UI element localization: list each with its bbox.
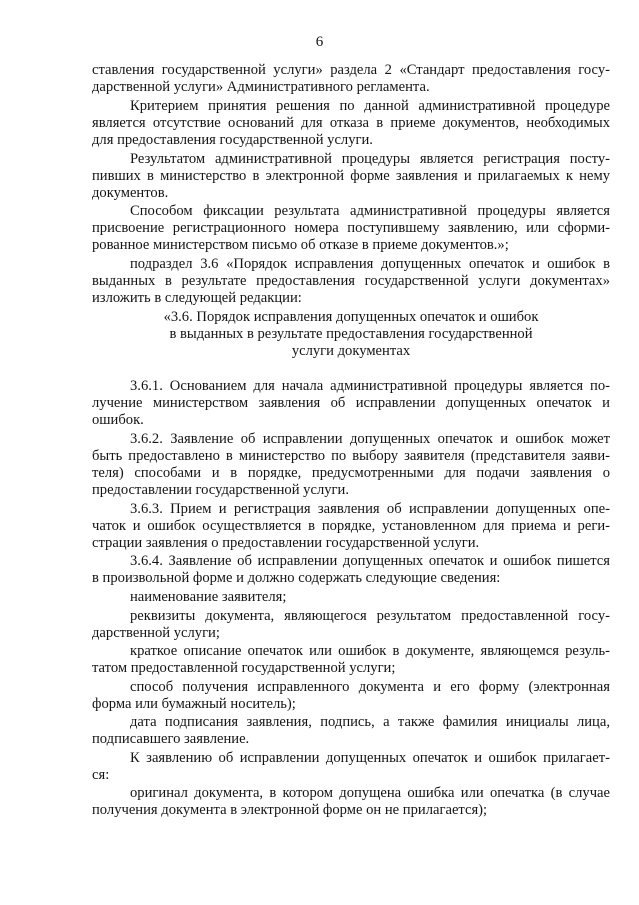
text-line: форма или бумажный носитель); [92, 696, 296, 712]
list-item: способ получения исправленного документа и его форму (электронная [130, 679, 610, 695]
text-line: пивших в министерство в электронной форме заявления и прилагаемых к нему [92, 168, 610, 184]
list-item: краткое описание опечаток или ошибок в документе, являющемся резуль- [130, 643, 610, 659]
page-number: 6 [315, 34, 324, 50]
text-line: подраздел 3.6 «Порядок исправления допущенных опечаток и ошибок в [130, 256, 610, 272]
text-line: страции заявления о предоставлении государственной услуги. [92, 535, 480, 551]
text-line: подписавшего заявление. [92, 731, 250, 747]
text-line: дарственной услуги; [92, 625, 220, 641]
list-item: реквизиты документа, являющегося результатом предоставленной госу- [130, 608, 610, 624]
list-item: наименование заявителя; [130, 589, 287, 605]
text-line: выданных в результате предоставления государственной услуги документах» [92, 273, 610, 289]
text-line: быть предоставлено в министерство по выбору заявителя (представителя заяви- [92, 448, 610, 464]
text-line: 3.6.4. Заявление об исправлении допущенных опечаток и ошибок пишется [130, 553, 610, 569]
text-line: теля) способами и в порядке, предусмотренными для подачи заявления о [92, 465, 610, 481]
list-item: дата подписания заявления, подпись, а также фамилия инициалы лица, [130, 714, 610, 730]
text-line: 3.6.3. Прием и регистрация заявления об исправлении допущенных опе- [130, 501, 610, 517]
text-line: для предоставления государственной услуги. [92, 132, 373, 148]
text-line: ся: [92, 767, 110, 783]
text-line: предоставлении государственной услуги. [92, 482, 349, 498]
text-line: в произвольной форме и должно содержать следующие сведения: [92, 570, 501, 586]
text-line: К заявлению об исправлении допущенных опечаток и ошибок прилагает- [130, 750, 610, 766]
text-line: 3.6.2. Заявление об исправлении допущенных опечаток и ошибок может [130, 431, 610, 447]
text-line: Способом фиксации результата административной процедуры является [130, 203, 610, 219]
text-line: является отсутствие оснований для отказа в приеме документов, необходимых [92, 115, 610, 131]
text-line: дарственной услуги» Административного регламента. [92, 79, 430, 95]
text-line: документов. [92, 185, 169, 201]
text-line: лучение министерством заявления об исправлении допущенных опечаток и [92, 395, 610, 411]
text-line: ставления государственной услуги» раздела 2 «Стандарт предоставления госу- [92, 62, 610, 78]
text-line: получения документа в электронной форме он не прилагается); [92, 802, 488, 818]
list-item: оригинал документа, в котором допущена ошибка или опечатка (в случае [130, 785, 610, 801]
text-line: присвоение регистрационного номера поступившему заявлению, или сформи- [92, 220, 610, 236]
text-line: Результатом административной процедуры является регистрация посту- [130, 151, 610, 167]
section-heading-line: «3.6. Порядок исправления допущенных опечаток и ошибок [163, 309, 539, 325]
text-line: чаток и ошибок осуществляется в порядке, установленном для приема и реги- [92, 518, 610, 534]
section-heading-line: услуги документах [291, 343, 411, 359]
text-line: рованное министерством письмо об отказе в приеме документов.»; [92, 237, 509, 253]
text-line: ошибок. [92, 412, 144, 428]
section-heading-line: в выданных в результате предоставления государственной [169, 326, 533, 342]
text-line: изложить в следующей редакции: [92, 290, 302, 306]
text-line: татом предоставленной государственной услуги; [92, 660, 396, 676]
text-line: 3.6.1. Основанием для начала административной процедуры является по- [130, 378, 610, 394]
text-line: Критерием принятия решения по данной административной процедуре [130, 98, 610, 114]
